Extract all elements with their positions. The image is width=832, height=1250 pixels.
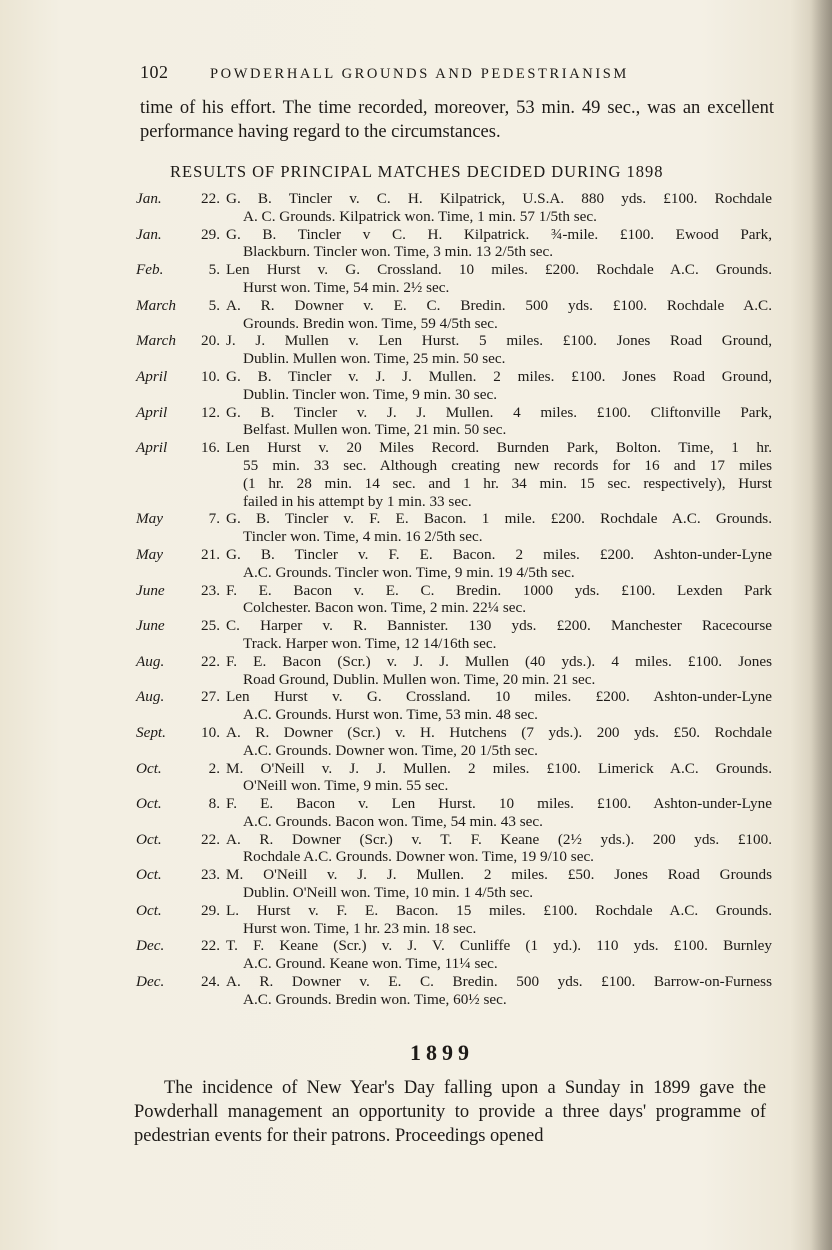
- result-text: [226, 973, 772, 1009]
- result-day: 10.: [201, 367, 220, 385]
- result-text: [226, 404, 772, 440]
- result-text: [226, 226, 772, 262]
- result-text: [226, 297, 772, 333]
- result-month: Dec.: [136, 937, 165, 955]
- result-line: A.C. Grounds. Tincler won. Time, 9 min. 19 4/5th sec.: [243, 563, 575, 581]
- result-day: 21.: [201, 545, 220, 563]
- result-month: April: [136, 403, 168, 421]
- result-month: Oct.: [136, 795, 162, 813]
- result-month: June: [136, 581, 165, 599]
- result-line: A.C. Grounds. Hurst won. Time, 53 min. 48 sec.: [243, 706, 538, 724]
- result-entry: [136, 582, 772, 618]
- result-day: 22.: [201, 190, 220, 207]
- year-heading: 1899: [410, 1040, 474, 1065]
- result-line: A. R. Downer (Scr.) v. T. F. Keane (2½ yds.). 200 yds. £100.: [226, 830, 772, 848]
- result-month: April: [136, 439, 168, 457]
- result-line: Dublin. Mullen won. Time, 25 min. 50 sec.: [243, 350, 506, 368]
- result-day: 23.: [201, 581, 220, 599]
- result-line: 55 min. 33 sec. Although creating new records for 16 and 17 miles: [243, 456, 772, 474]
- result-line: Blackburn. Tincler won. Time, 3 min. 13 2/5th sec.: [243, 243, 554, 261]
- result-line: failed in his attempt by 1 min. 33 sec.: [243, 492, 472, 510]
- results-list: [136, 190, 772, 1009]
- result-entry: [136, 546, 772, 582]
- intro-paragraph: time of his effort. The time recorded, moreover, 53 min. 49 sec., was an excellent performance having regard to the circumstances.: [140, 98, 774, 142]
- result-day: 8.: [208, 795, 220, 813]
- result-line: F. E. Bacon v. E. C. Bredin. 1000 yds. £100. Lexden Park: [226, 581, 772, 599]
- result-month: June: [136, 617, 165, 635]
- result-day: 10.: [201, 723, 220, 741]
- result-month: Feb.: [136, 261, 164, 279]
- page-spine-shadow: [810, 0, 832, 1250]
- result-month: May: [136, 545, 163, 563]
- result-line: Tincler won. Time, 4 min. 16 2/5th sec.: [243, 528, 483, 546]
- result-day: 22.: [201, 937, 220, 955]
- result-line: A. R. Downer (Scr.) v. H. Hutchens (7 yds.). 200 yds. £50. Rochdale: [226, 723, 772, 741]
- result-text: [226, 653, 772, 689]
- result-day: 29.: [201, 901, 220, 919]
- result-month: Oct.: [136, 759, 162, 777]
- result-entry: [136, 510, 772, 546]
- result-entry: [136, 226, 772, 262]
- result-text: [226, 261, 772, 297]
- result-text: [226, 724, 772, 760]
- result-line: J. J. Mullen v. Len Hurst. 5 miles. £100. Jones Road Ground,: [226, 332, 772, 350]
- page-header: [140, 62, 780, 83]
- result-text: [226, 190, 772, 226]
- result-entry: [136, 795, 772, 831]
- result-entry: [136, 404, 772, 440]
- result-line: Grounds. Bredin won. Time, 59 4/5th sec.: [243, 314, 498, 332]
- result-month: Jan.: [136, 190, 162, 207]
- result-entry: [136, 937, 772, 973]
- result-line: Hurst won. Time, 1 hr. 23 min. 18 sec.: [243, 919, 477, 937]
- result-line: Track. Harper won. Time, 12 14/16th sec.: [243, 634, 497, 652]
- result-day: 16.: [201, 439, 220, 457]
- result-entry: [136, 760, 772, 796]
- result-line: A. R. Downer v. E. C. Bredin. 500 yds. £100. Rochdale A.C.: [226, 296, 772, 314]
- result-month: Dec.: [136, 973, 165, 991]
- result-month: Sept.: [136, 723, 166, 741]
- result-day: 24.: [201, 973, 220, 991]
- result-text: [226, 760, 772, 796]
- result-line: O'Neill won. Time, 9 min. 55 sec.: [243, 777, 449, 795]
- result-entry: [136, 866, 772, 902]
- result-text: [226, 546, 772, 582]
- result-line: A. C. Grounds. Kilpatrick won. Time, 1 min. 57 1/5th sec.: [243, 207, 597, 225]
- result-day: 25.: [201, 617, 220, 635]
- result-day: 22.: [201, 652, 220, 670]
- result-entry: [136, 973, 772, 1009]
- result-line: A.C. Ground. Keane won. Time, 11¼ sec.: [243, 955, 498, 973]
- result-line: Belfast. Mullen won. Time, 21 min. 50 sec.: [243, 421, 507, 439]
- result-entry: [136, 368, 772, 404]
- result-line: G. B. Tincler v. J. J. Mullen. 2 miles. £100. Jones Road Ground,: [226, 367, 772, 385]
- result-month: May: [136, 510, 163, 528]
- result-entry: [136, 902, 772, 938]
- result-text: [226, 937, 772, 973]
- result-day: 2.: [208, 759, 220, 777]
- result-text: [226, 332, 772, 368]
- result-month: Jan.: [136, 225, 162, 243]
- result-line: G. B. Tincler v. F. E. Bacon. 1 mile. £200. Rochdale A.C. Grounds.: [226, 510, 772, 528]
- result-entry: [136, 617, 772, 653]
- result-day: 29.: [201, 225, 220, 243]
- closing-text: The incidence of New Year's Day falling upon a Sunday in 1899 gave the Powderhall management an opportunity to provide a three days' programme of pedestrian events for their patrons. Proceedings opened: [134, 1078, 766, 1146]
- result-day: 5.: [208, 261, 220, 279]
- result-line: G. B. Tincler v. J. J. Mullen. 4 miles. £100. Cliftonville Park,: [226, 403, 772, 421]
- result-line: C. Harper v. R. Bannister. 130 yds. £200. Manchester Racecourse: [226, 617, 772, 635]
- result-day: 23.: [201, 866, 220, 884]
- result-line: Dublin. O'Neill won. Time, 10 min. 1 4/5th sec.: [243, 884, 534, 902]
- result-text: [226, 368, 772, 404]
- result-line: M. O'Neill v. J. J. Mullen. 2 miles. £50. Jones Road Grounds: [226, 866, 772, 884]
- result-text: [226, 510, 772, 546]
- result-text: [226, 902, 772, 938]
- result-line: A.C. Grounds. Downer won. Time, 20 1/5th sec.: [243, 741, 538, 759]
- result-text: [226, 582, 772, 618]
- result-line: Road Ground, Dublin. Mullen won. Time, 20 min. 21 sec.: [243, 670, 596, 688]
- result-text: [226, 688, 772, 724]
- result-day: 5.: [208, 296, 220, 314]
- result-line: Hurst won. Time, 54 min. 2½ sec.: [243, 278, 450, 296]
- result-day: 12.: [201, 403, 220, 421]
- result-line: Len Hurst v. G. Crossland. 10 miles. £200. Ashton-under-Lyne: [226, 688, 772, 706]
- result-text: [226, 439, 772, 510]
- result-month: March: [136, 296, 176, 314]
- result-line: A. R. Downer v. E. C. Bredin. 500 yds. £100. Barrow-on-Furness: [226, 973, 772, 991]
- result-line: T. F. Keane (Scr.) v. J. V. Cunliffe (1 yd.). 110 yds. £100. Burnley: [226, 937, 772, 955]
- result-entry: [136, 261, 772, 297]
- result-month: Oct.: [136, 866, 162, 884]
- result-day: 22.: [201, 830, 220, 848]
- result-line: Len Hurst v. 20 Miles Record. Burnden Park, Bolton. Time, 1 hr.: [226, 439, 772, 457]
- result-line: G. B. Tincler v. C. H. Kilpatrick, U.S.A. 880 yds. £100. Rochdale: [226, 190, 772, 207]
- result-entry: [136, 190, 772, 226]
- result-line: G. B. Tincler v C. H. Kilpatrick. ¾-mile. £100. Ewood Park,: [226, 225, 772, 243]
- result-line: M. O'Neill v. J. J. Mullen. 2 miles. £100. Limerick A.C. Grounds.: [226, 759, 772, 777]
- result-text: [226, 795, 772, 831]
- running-head: POWDERHALL GROUNDS AND PEDESTRIANISM: [210, 66, 629, 82]
- result-line: F. E. Bacon (Scr.) v. J. J. Mullen (40 yds.). 4 miles. £100. Jones: [226, 652, 772, 670]
- section-title: RESULTS OF PRINCIPAL MATCHES DECIDED DURING 1898: [170, 162, 664, 181]
- result-entry: [136, 653, 772, 689]
- result-month: March: [136, 332, 176, 350]
- result-month: Aug.: [136, 688, 165, 706]
- result-entry: [136, 688, 772, 724]
- result-line: G. B. Tincler v. F. E. Bacon. 2 miles. £200. Ashton-under-Lyne: [226, 545, 772, 563]
- result-entry: [136, 439, 772, 510]
- result-entry: [136, 831, 772, 867]
- result-entry: [136, 724, 772, 760]
- result-text: [226, 617, 772, 653]
- result-month: April: [136, 367, 168, 385]
- result-entry: [136, 332, 772, 368]
- result-line: A.C. Grounds. Bacon won. Time, 54 min. 43 sec.: [243, 812, 543, 830]
- result-day: 20.: [201, 332, 220, 350]
- closing-paragraph: [134, 1076, 766, 1148]
- result-entry: [136, 297, 772, 333]
- result-day: 27.: [201, 688, 220, 706]
- result-text: [226, 866, 772, 902]
- result-line: Dublin. Tincler won. Time, 9 min. 30 sec.: [243, 385, 497, 403]
- result-day: 7.: [208, 510, 220, 528]
- result-month: Oct.: [136, 901, 162, 919]
- result-line: Len Hurst v. G. Crossland. 10 miles. £200. Rochdale A.C. Grounds.: [226, 261, 772, 279]
- result-text: [226, 831, 772, 867]
- result-line: A.C. Grounds. Bredin won. Time, 60½ sec.: [243, 990, 507, 1008]
- result-line: Colchester. Bacon won. Time, 2 min. 22¼ sec.: [243, 599, 527, 617]
- result-line: Rochdale A.C. Grounds. Downer won. Time, 19 9/10 sec.: [243, 848, 594, 866]
- result-month: Oct.: [136, 830, 162, 848]
- result-month: Aug.: [136, 652, 165, 670]
- result-line: L. Hurst v. F. E. Bacon. 15 miles. £100. Rochdale A.C. Grounds.: [226, 901, 772, 919]
- result-line: (1 hr. 28 min. 14 sec. and 1 hr. 34 min. 15 sec. respectively), Hurst: [243, 474, 772, 492]
- page-number: 102: [140, 62, 169, 82]
- result-line: F. E. Bacon v. Len Hurst. 10 miles. £100. Ashton-under-Lyne: [226, 795, 772, 813]
